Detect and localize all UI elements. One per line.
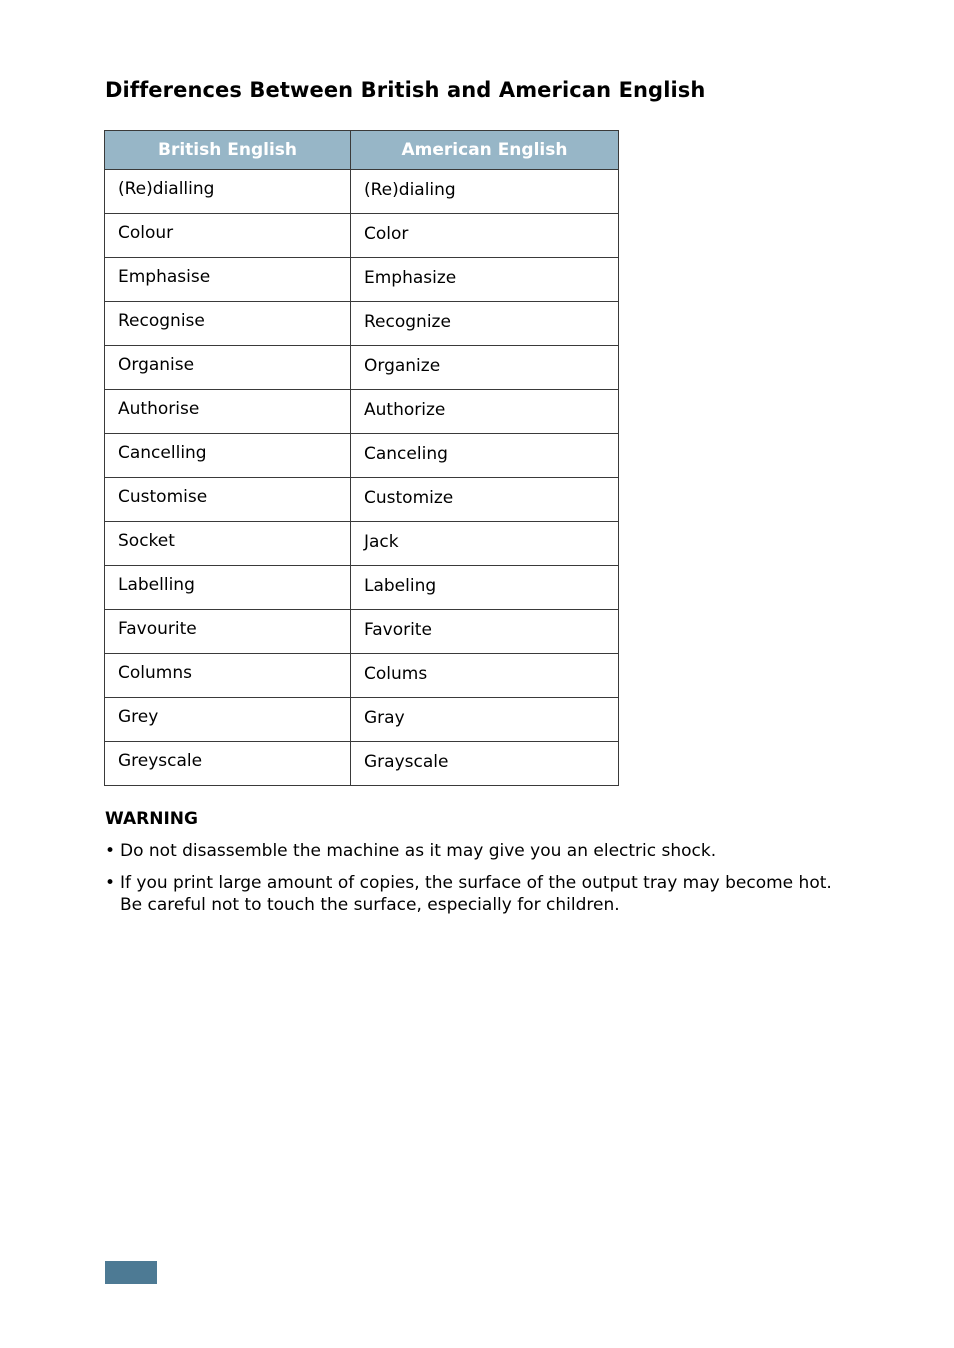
- american-term: Jack: [351, 522, 619, 566]
- american-term: Canceling: [351, 434, 619, 478]
- table-row: [105, 258, 619, 302]
- column-header-british: British English: [105, 131, 351, 170]
- table-row: [105, 302, 619, 346]
- table-header-row: [105, 131, 619, 170]
- british-term: Socket: [105, 522, 351, 566]
- table-row: [105, 170, 619, 214]
- warning-item: [105, 840, 845, 862]
- warning-heading: WARNING: [105, 809, 198, 829]
- table-row: [105, 390, 619, 434]
- american-term: Favorite: [351, 610, 619, 654]
- table-row: [105, 742, 619, 786]
- table-row: [105, 698, 619, 742]
- american-term: Color: [351, 214, 619, 258]
- british-term: Cancelling: [105, 434, 351, 478]
- british-term: Columns: [105, 654, 351, 698]
- american-term: Emphasize: [351, 258, 619, 302]
- british-term: (Re)dialling: [105, 170, 351, 214]
- british-term: Favourite: [105, 610, 351, 654]
- table-row: [105, 566, 619, 610]
- bullet-icon: •: [105, 841, 116, 861]
- warning-text: Do not disassemble the machine as it may give you an electric shock.: [120, 841, 717, 861]
- british-term: Customise: [105, 478, 351, 522]
- american-term: Organize: [351, 346, 619, 390]
- bullet-icon: •: [105, 873, 116, 893]
- american-term: Grayscale: [351, 742, 619, 786]
- table-row: [105, 654, 619, 698]
- american-term: Labeling: [351, 566, 619, 610]
- british-term: Colour: [105, 214, 351, 258]
- table-row: [105, 478, 619, 522]
- british-term: Grey: [105, 698, 351, 742]
- table-row: [105, 434, 619, 478]
- warning-list: [105, 840, 845, 926]
- american-term: (Re)dialing: [351, 170, 619, 214]
- british-term: Authorise: [105, 390, 351, 434]
- american-term: Gray: [351, 698, 619, 742]
- british-term: Greyscale: [105, 742, 351, 786]
- american-term: Authorize: [351, 390, 619, 434]
- table-row: [105, 346, 619, 390]
- column-header-american: American English: [351, 131, 619, 170]
- british-term: Organise: [105, 346, 351, 390]
- spelling-comparison-table: [104, 130, 619, 786]
- page-title: Differences Between British and American English: [105, 78, 706, 102]
- table-row: [105, 522, 619, 566]
- american-term: Customize: [351, 478, 619, 522]
- table-row: [105, 610, 619, 654]
- american-term: Colums: [351, 654, 619, 698]
- british-term: Emphasise: [105, 258, 351, 302]
- table-row: [105, 214, 619, 258]
- british-term: Recognise: [105, 302, 351, 346]
- american-term: Recognize: [351, 302, 619, 346]
- warning-text: If you print large amount of copies, the surface of the output tray may become hot. Be careful not to touch the surface, especially for children.: [120, 873, 832, 915]
- british-term: Labelling: [105, 566, 351, 610]
- warning-item: [105, 872, 845, 916]
- page-tab-marker: [105, 1261, 157, 1284]
